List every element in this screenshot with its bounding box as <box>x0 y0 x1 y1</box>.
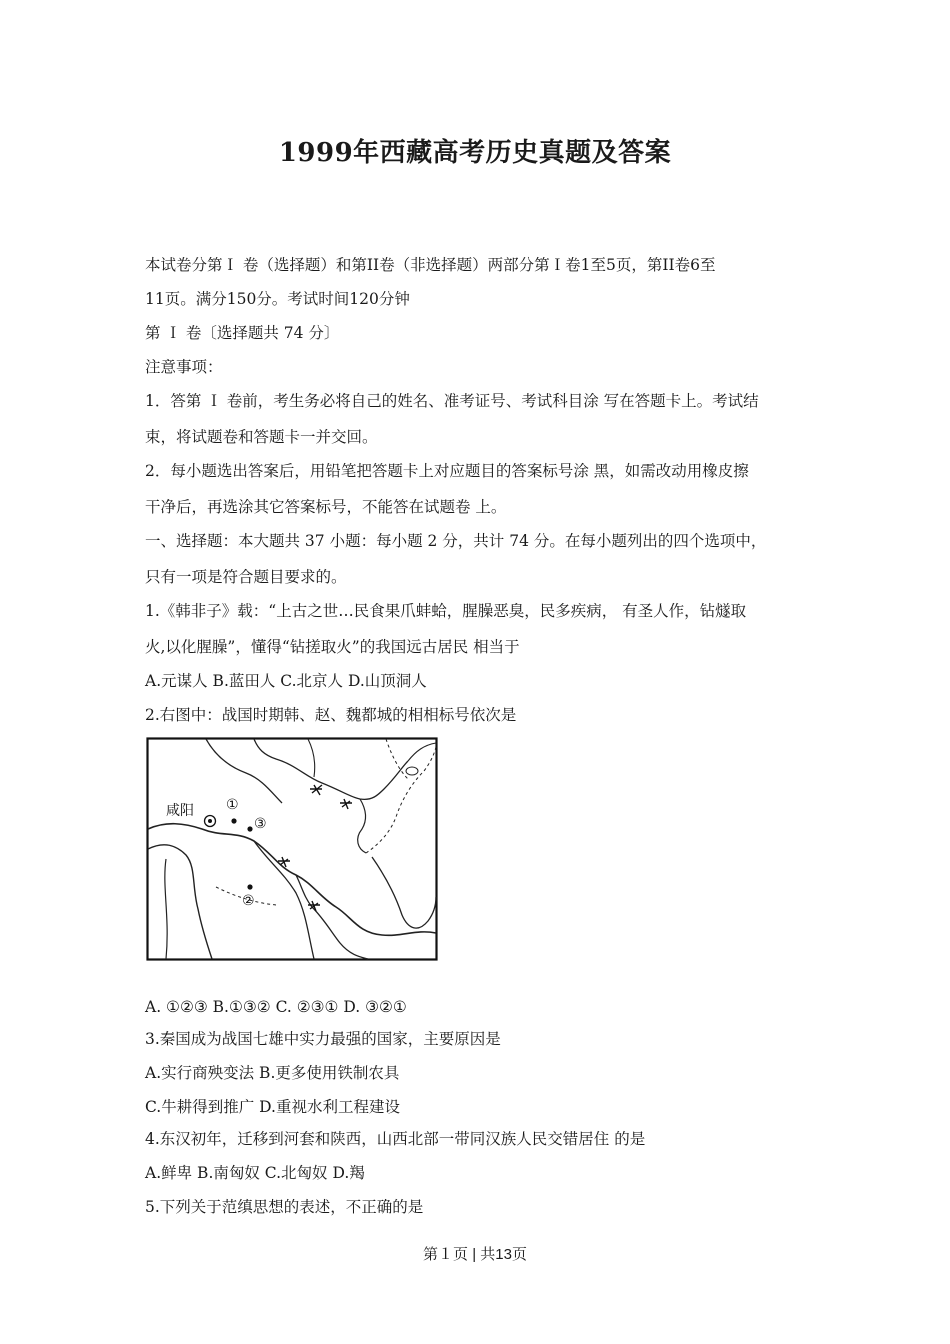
text-line-7: 2．每小题选出答案后，用铅笔把答题卡上对应题目的答案标号涂 黑，如需改动用橡皮擦 <box>145 462 749 480</box>
text-line-17: A.实行商殃变法 B.更多使用铁制农具 <box>145 1064 400 1082</box>
text-line-21: 5.下列关于范缜思想的表述，不正确的是 <box>145 1198 424 1216</box>
text-line-20: A.鲜卑 B.南匈奴 C.北匈奴 D.羯 <box>145 1164 365 1182</box>
page-footer: 第１页 | 共13页 <box>423 1246 527 1263</box>
map-marker-1: ① <box>226 797 239 813</box>
map-marker-3: ③ <box>254 816 267 832</box>
text-line-8: 干净后，再选涂其它答案标号，不能答在试题卷 上。 <box>145 498 507 516</box>
text-line-15: A. ①②③ B.①③② C. ②③① D. ③②① <box>145 998 407 1016</box>
text-line-5: 1．答第 Ｉ 卷前，考生务必将自己的姓名、准考证号、考试科目涂 写在答题卡上。考试结 <box>145 392 759 410</box>
text-line-10: 只有一项是符合题目要求的。 <box>145 568 347 586</box>
text-line-13: A.元谋人 B.蓝田人 C.北京人 D.山顶洞人 <box>145 672 427 690</box>
text-line-18: C.牛耕得到推广 D.重视水利工程建设 <box>145 1098 400 1116</box>
map-marker-2: ② <box>242 893 255 909</box>
text-line-9: 一、选择题：本大题共 37 小题：每小题 2 分，共计 74 分。在每小题列出的四个选项中， <box>145 532 767 550</box>
text-line-4: 注意事项： <box>145 358 223 376</box>
text-line-12: 火,以化腥臊”，懂得“钻搓取火”的我国远古居民 相当于 <box>145 638 520 656</box>
text-line-1: 本试卷分第Ｉ 卷（选择题）和第II卷（非选择题）两部分第Ｉ卷1至5页，第II卷6至 <box>145 256 716 274</box>
text-line-19: 4.东汉初年，迁移到河套和陕西，山西北部一带同汉族人民交错居住 的是 <box>145 1130 646 1148</box>
text-line-3: 第 Ｉ 卷〔选择题共 74 分〕 <box>145 324 340 342</box>
text-line-11: 1.《韩非子》载：“上古之世…民食果爪蚌蛤，腥臊恶臭，民多疾病， 有圣人作，钻燧取 <box>145 602 747 620</box>
document-title: 1999年西藏高考历史真题及答案 <box>278 138 672 168</box>
map-city-label: 咸阳 <box>166 803 194 819</box>
text-line-14: 2.右图中：战国时期韩、赵、魏都城的相相标号依次是 <box>145 706 517 724</box>
warring-states-map <box>146 737 438 961</box>
text-line-16: 3.秦国成为战国七雄中实力最强的国家，主要原因是 <box>145 1030 501 1048</box>
text-line-6: 束，将试题卷和答题卡一并交回。 <box>145 428 378 446</box>
text-line-2: 11页。满分150分。考试时间120分钟 <box>145 290 410 308</box>
